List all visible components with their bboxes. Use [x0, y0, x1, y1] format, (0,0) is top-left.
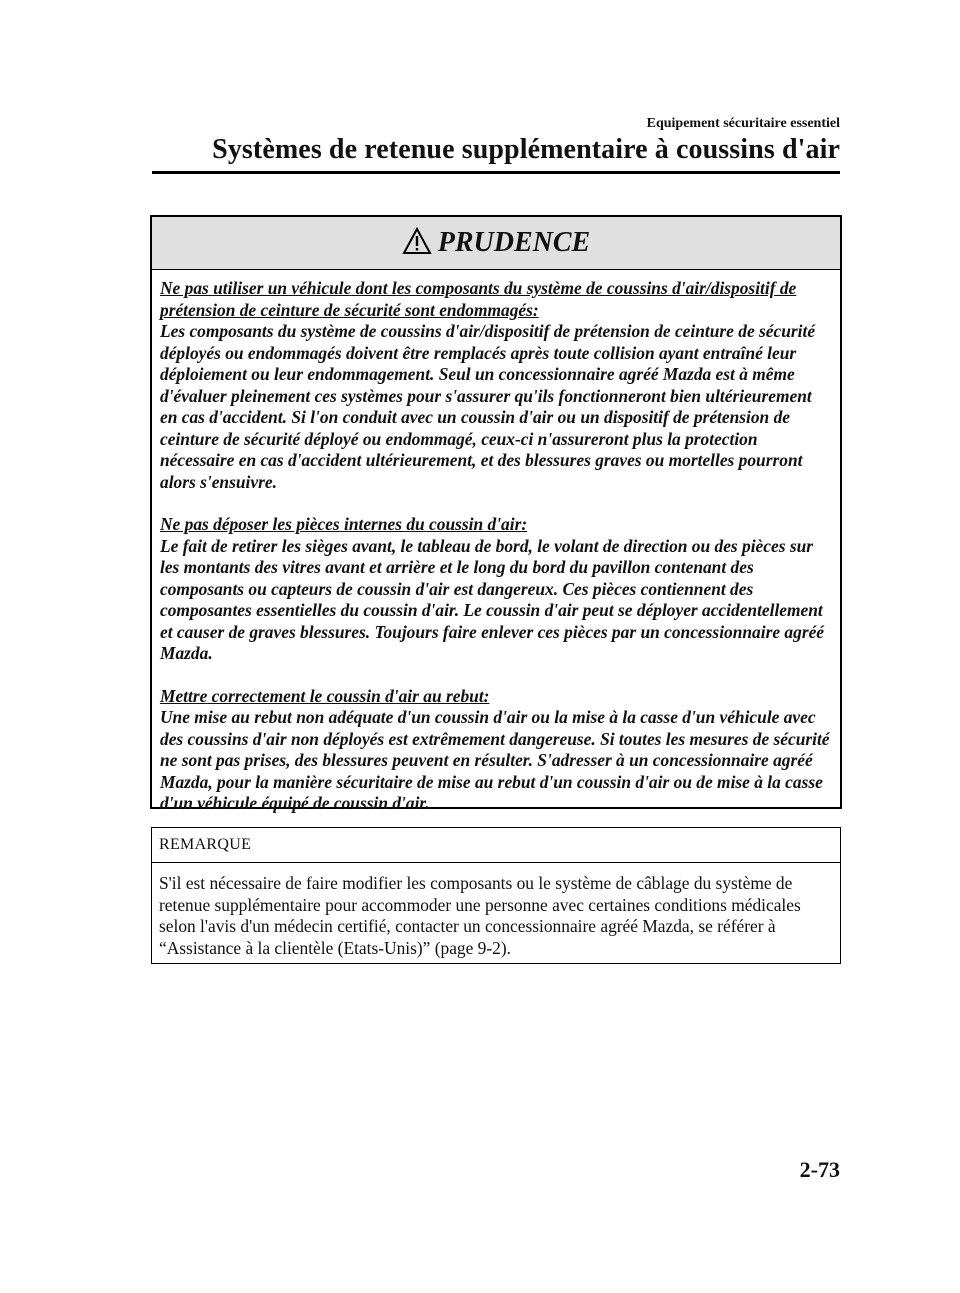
- page-number: 2-73: [799, 1157, 840, 1182]
- note-text: S'il est nécessaire de faire modifier les composants ou le système de câblage du système de retenue supplémentaire pour accommoder une personne avec certaines conditions médicales selon l'avis d'un médecin certifié, contacter un concessionnaire agréé Mazda, se référer à “Assistance à la clientèle (Etats-Unis)” (page 9-2).: [159, 873, 801, 958]
- caution-section-text: Le fait de retirer les sièges avant, le tableau de bord, le volant de direction ou des pièces sur les montants des vitres avant et arrière et le long du bord du pavillon contenant des composants ou capteurs de coussin d'air est dangereux. Ces pièces contiennent des composantes essentielles du coussin d'air. Le coussin d'air peut se déployer accidentellement et causer de graves blessures. Toujours faire enlever ces pièces par un concessionnaire agréé Mazda.: [160, 535, 825, 663]
- caution-body: [152, 270, 840, 815]
- caution-section: [160, 514, 832, 665]
- caution-section: [160, 278, 832, 493]
- warning-triangle-icon: [402, 227, 432, 260]
- caution-section: [160, 686, 832, 815]
- caution-section-text: Une mise au rebut non adéquate d'un coussin d'air ou la mise à la casse d'un véhicule avec des coussins d'air non déployés est extrêmement dangereuse. Si toutes les mesures de sécurité ne sont pas prises, des blessures peuvent en résulter. S'adresser à un concessionnaire agréé Mazda, pour la manière sécuritaire de mise au rebut d'un coussin d'air ou de mise à la casse d'un véhicule équipé de coussin d'air.: [160, 707, 830, 813]
- note-box: [151, 827, 841, 964]
- note-body: [152, 863, 840, 959]
- header-divider: [152, 171, 840, 174]
- section-label: Equipement sécuritaire essentiel: [646, 116, 840, 131]
- caution-section-heading: Mettre correctement le coussin d'air au rebut:: [160, 685, 490, 706]
- caution-section-text: Les composants du système de coussins d'air/dispositif de prétension de ceinture de sécurité déployés ou endommagés doivent être remplacés après toute collision ayant entraîné leur déploiement ou leur endommagement. Seul un concessionnaire agréé Mazda est à même d'évaluer pleinement ces systèmes pour s'assurer qu'ils fonctionneront bien ultérieurement en cas d'accident. Si l'on conduit avec un coussin d'air ou un dispositif de prétension de ceinture de sécurité déployé ou endommagé, ceux-ci n'assureront plus la protection nécessaire en cas d'accident ultérieurement, et des blessures graves ou mortelles pourront alors s'ensuivre.: [160, 321, 816, 492]
- page-title: Systèmes de retenue supplémentaire à coussins d'air: [212, 134, 840, 165]
- caution-section-heading: Ne pas utiliser un véhicule dont les composants du système de coussins d'air/dispositif de prétension de ceinture de sécurité sont endommagés:: [160, 278, 797, 320]
- caution-title: PRUDENCE: [437, 227, 591, 258]
- caution-header: [152, 217, 840, 270]
- note-title: REMARQUE: [152, 828, 840, 863]
- caution-section-heading: Ne pas déposer les pièces internes du coussin d'air:: [160, 514, 528, 534]
- caution-box: [150, 215, 842, 813]
